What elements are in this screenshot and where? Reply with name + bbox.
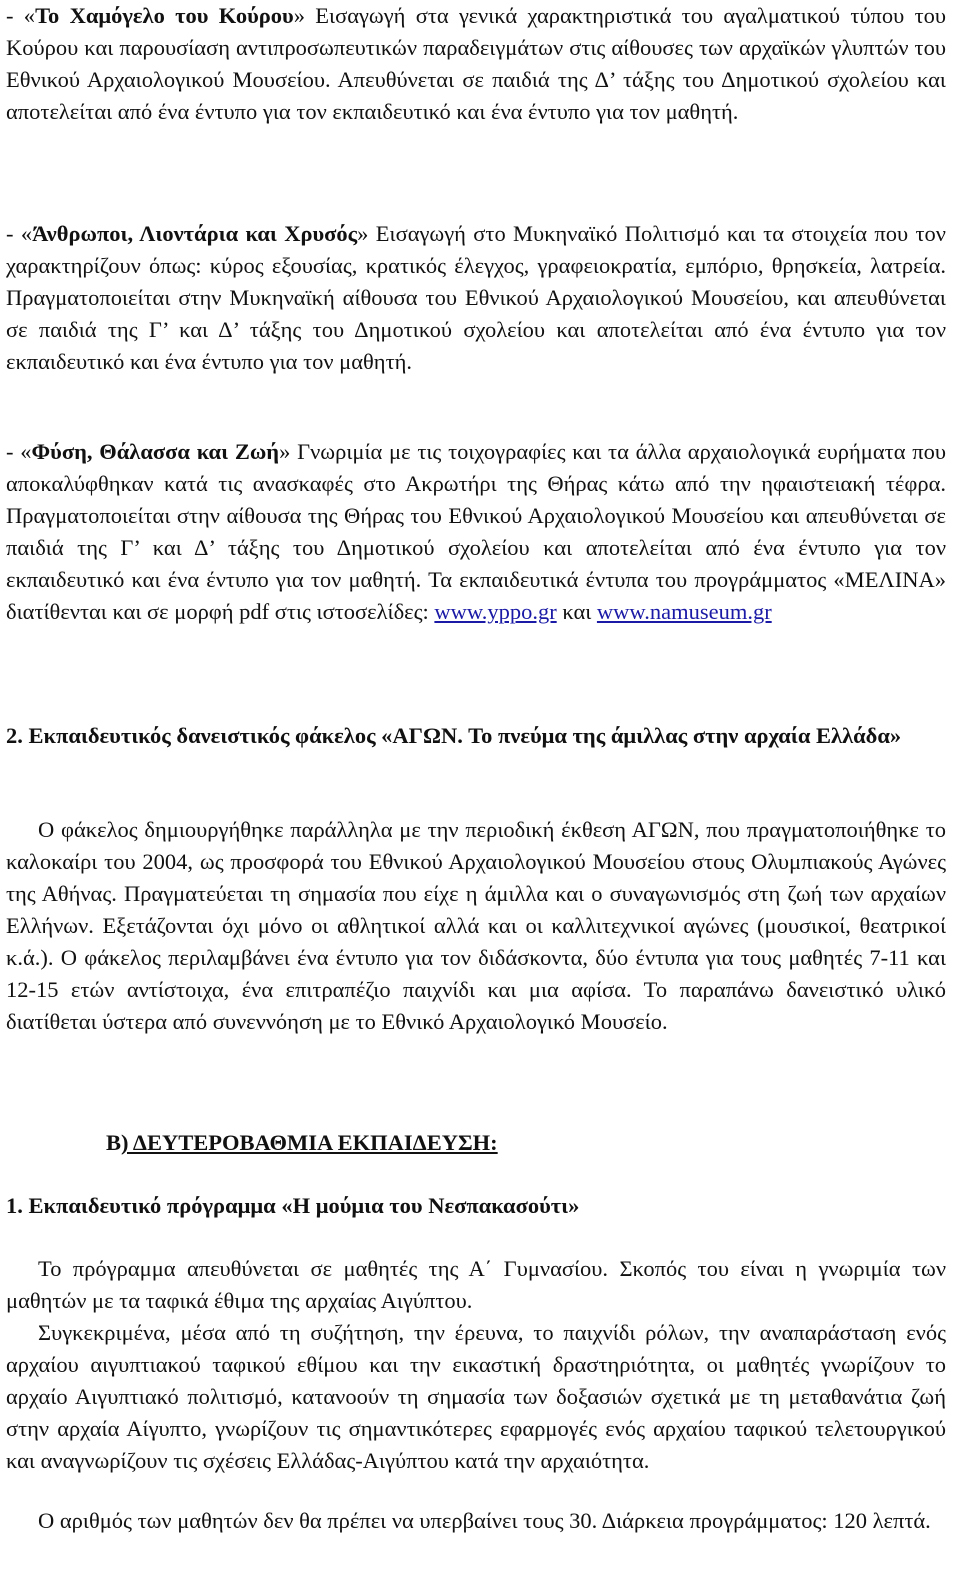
- section-prefix: Β: [106, 1130, 122, 1155]
- paragraph-mummy-details: Συγκεκριμένα, μέσα από τη συζήτηση, την έρευνα, το παιχνίδι ρόλων, την αναπαράσταση ενός αρχαίου αιγυπτιακού ταφικού εθίμου και την εικαστική δραστηριότητα, οι μαθητές γνωρίζουν το αρχαίο Αιγυπτιακό πολιτισμό, κατανοούν τη σημασία των δοξασιών σχετικά με τη μεταθανάτια ζωή στην αρχαία Αίγυπτο, γνωρίζουν τις σημαντικότερες εφαρμογές ενός αρχαίου ταφικού τελετουργικού και αναγνωρίζουν τις σχέσεις Ελλάδας-Αιγύπτου κατά την αρχαιότητα.: [6, 1320, 946, 1473]
- program-item-thera: [6, 436, 946, 628]
- namuseum-link[interactable]: www.namuseum.gr: [596, 599, 772, 624]
- paragraph-mummy-logistics: Ο αριθμός των μαθητών δεν θα πρέπει να υπερβαίνει τους 30. Διάρκεια προγράμματος: 120 λεπτά.: [38, 1508, 931, 1533]
- link-separator: και: [556, 599, 597, 624]
- item-title: Φύση, Θάλασσα και Ζωή: [31, 439, 280, 464]
- item-dash: - «: [6, 439, 32, 464]
- item-title: Το Χαμόγελο του Κούρου: [35, 3, 294, 28]
- item-text: » Γνωριμία με τις τοιχογραφίες και τα άλλα αρχαιολογικά ευρήματα που αποκαλύφθηκαν κατά τις ανασκαφές στο Ακρωτήρι της Θήρας κάτω από την ηφαιστειακή τέφρα. Πραγματοποιείται στην αίθουσα της Θήρας του Εθνικού Αρχαιολογικού Μουσείου και απευθύνεται σε παιδιά της Γ’ και Δ’ τάξης του Δημοτικού σχολείου και αποτελείται από ένα έντυπο για τον εκπαιδευτικό και ένα έντυπο για τον μαθητή. Τα εκπαιδευτικά έντυπα του προγράμματος «ΜΕΛΙΝΑ» διατίθενται και σε μορφή pdf στις ιστοσελίδες:: [6, 439, 946, 624]
- program-item-mycenae: [6, 218, 946, 378]
- item-title: Άνθρωποι, Λιοντάρια και Χρυσός: [32, 221, 358, 246]
- item-dash: - «: [6, 3, 36, 28]
- paragraph-agon-description: Ο φάκελος δημιουργήθηκε παράλληλα με την περιοδική έκθεση ΑΓΩΝ, που πραγματοποιήθηκε το καλοκαίρι του 2004, ως προσφορά του Εθνικού Αρχαιολογικού Μουσείου στους Ολυμπιακούς Αγώνες της Αθήνας. Πραγματεύεται τη σημασία που είχε η άμιλλα και ο συναγωνισμός στη ζωή των αρχαίων Ελλήνων. Εξετάζονται όχι μόνο οι αθλητικοί αλλά και οι καλλιτεχνικοί αγώνες (μουσικοί, θεατρικοί κ.ά.). Ο φάκελος περιλαμβάνει ένα έντυπο για τον διδάσκοντα, δύο έντυπα για τους μαθητές 7-11 και 12-15 ετών αντίστοιχα, ένα επιτραπέζιο παιχνίδι και μια αφίσα. Το παραπάνω δανειστικό υλικό διατίθεται ύστερα από συνεννόηση με το Εθνικό Αρχαιολογικό Μουσείο.: [6, 817, 946, 1034]
- yppo-link[interactable]: www.yppo.gr: [434, 599, 557, 624]
- paragraph-mummy-intro: Το πρόγραμμα απευθύνεται σε μαθητές της Α΄ Γυμνασίου. Σκοπός του είναι η γνωριμία των μαθητών με τα ταφικά έθιμα της αρχαίας Αιγύπτου.: [6, 1256, 946, 1313]
- section-title: ) ΔΕΥΤΕΡΟΒΑΘΜΙΑ ΕΚΠΑΙΔΕΥΣΗ:: [121, 1130, 498, 1155]
- section-heading-secondary-education: [106, 1127, 498, 1159]
- item-dash: - «: [6, 221, 33, 246]
- item-text: » Εισαγωγή στα γενικά χαρακτηριστικά του αγαλματικού τύπου του Κούρου και παρουσίαση αντιπροσωπευτικών παραδειγμάτων στις αίθουσες των αρχαϊκών γλυπτών του Εθνικού Αρχαιολογικού Μουσείου. Απευθύνεται σε παιδιά της Δ’ τάξης του Δημοτικού σχολείου και αποτελείται από ένα έντυπο για τον εκπαιδευτικό και ένα έντυπο για τον μαθητή.: [6, 3, 946, 124]
- program-item-kouros: [6, 0, 946, 128]
- heading-agon-kit: 2. Εκπαιδευτικός δανειστικός φάκελος «ΑΓΩΝ. Το πνεύμα της άμιλλας στην αρχαία Ελλάδα»: [6, 723, 902, 748]
- item-text: » Εισαγωγή στο Μυκηναϊκό Πολιτισμό και τα στοιχεία που τον χαρακτηρίζουν όπως: κύρος εξουσίας, κρατικός έλεγχος, γραφειοκρατία, εμπόριο, θρησκεία, λατρεία. Πραγματοποιείται στην Μυκηναϊκή αίθουσα του Εθνικού Αρχαιολογικού Μουσείου, και απευθύνεται σε παιδιά της Γ’ και Δ’ τάξης του Δημοτικού σχολείου και αποτελείται από ένα έντυπο για τον εκπαιδευτικό και ένα έντυπο για τον μαθητή.: [6, 221, 946, 374]
- heading-mummy-program: 1. Εκπαιδευτικό πρόγραμμα «Η μούμια του Νεσπακασούτι»: [6, 1193, 580, 1218]
